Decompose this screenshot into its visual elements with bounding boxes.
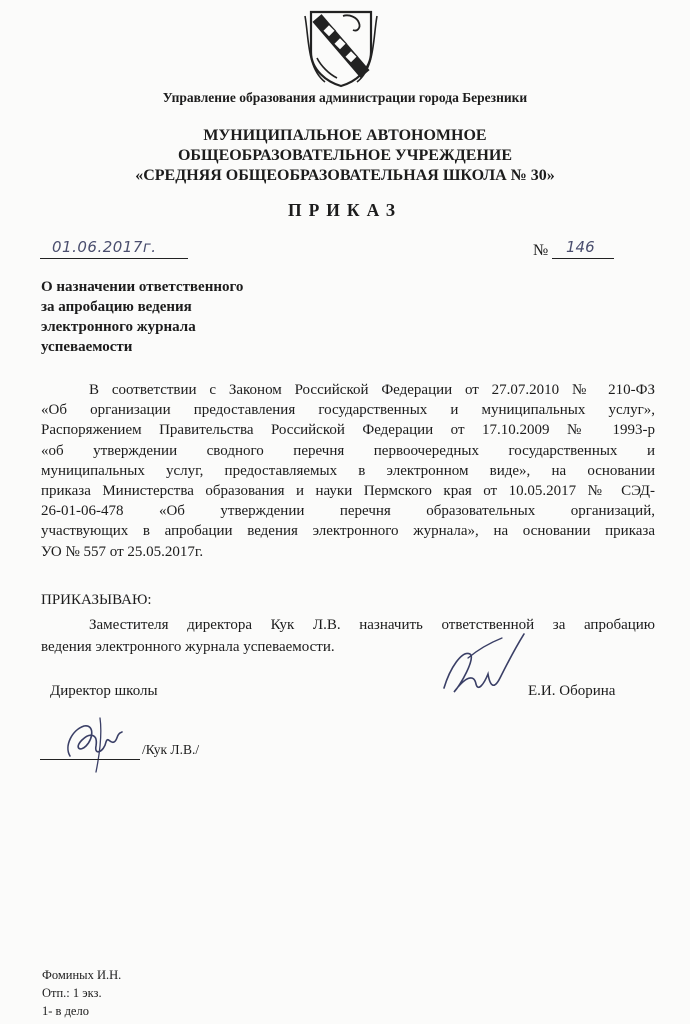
coat-of-arms-icon [303,8,379,88]
acknowledgement-name: /Кук Л.В./ [142,742,200,757]
number-underline [552,258,614,259]
footer-copies: Отп.: 1 экз. [42,986,102,1000]
order-number: 146 [566,238,595,256]
director-signature-icon [440,628,530,708]
preamble-line: участвующих в апробации ведения электронного журнала», на основании приказа [41,523,655,540]
order-heading: ПРИКАЗЫВАЮ: [41,592,152,608]
subject-line: за апробацию ведения [41,299,192,315]
preamble-line: приказа Министерства образования и науки Пермского края от 10.05.2017 № СЭД- [41,483,655,500]
document-title: ПРИКАЗ [287,200,403,220]
org-name-line3: «СРЕДНЯЯ ОБЩЕОБРАЗОВАТЕЛЬНАЯ ШКОЛА № 30» [135,167,555,184]
order-preamble [41,380,655,562]
preamble-line: 26-01-06-478 «Об утверждении перечня образовательных организаций, [41,503,655,520]
preamble-line: «Об организации предоставления государственных и муниципальных услуг», [41,402,655,419]
preamble-line: УО № 557 от 25.05.2017г. [41,543,204,560]
director-title: Директор школы [50,683,158,699]
footer-author: Фоминых И.Н. [42,968,122,982]
number-sign: № [533,242,549,259]
directive-line: Заместителя директора Кук Л.В. назначить ответственной за апробацию [89,617,655,633]
director-name: Е.И. Оборина [528,683,616,699]
kuk-signature-icon [60,712,130,778]
order-date: 01.06.2017г. [52,238,157,256]
department-name: Управление образования администрации города Березники [162,90,528,105]
order-subject [41,277,243,357]
preamble-line: Распоряжением Правительства Российской Федерации от 17.10.2009 № 1993-р [41,422,655,439]
preamble-line: «об утверждении сводного перечня первоочередных государственных и [41,442,655,459]
subject-line: электронного журнала [41,319,196,335]
subject-line: успеваемости [41,339,133,355]
acknowledgement-underline [40,759,140,760]
preamble-line: муниципальных услуг, предоставляемых в электронном виде», на основании [41,462,655,479]
order-directive [41,614,655,658]
org-name-line2: ОБЩЕОБРАЗОВАТЕЛЬНОЕ УЧРЕЖДЕНИЕ [177,147,513,164]
directive-line: ведения электронного журнала успеваемости. [41,639,335,655]
org-name-line1: МУНИЦИПАЛЬНОЕ АВТОНОМНОЕ [203,127,487,144]
preamble-line: В соответствии с Законом Российской Федерации от 27.07.2010 № 210-ФЗ [89,382,655,398]
document-footer [42,966,121,1020]
date-underline [40,258,188,259]
subject-line: О назначении ответственного [41,279,244,295]
footer-filing: 1- в дело [42,1004,89,1018]
